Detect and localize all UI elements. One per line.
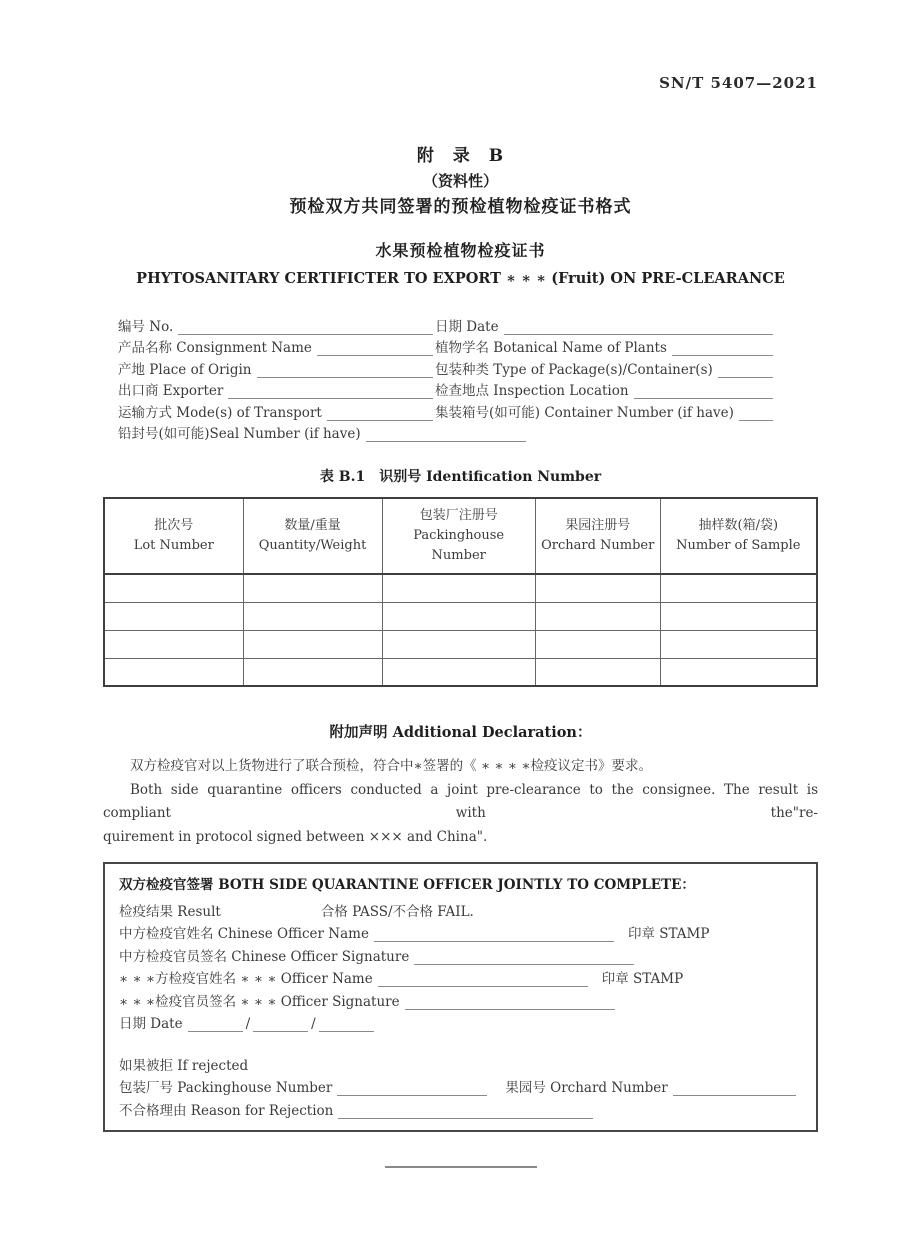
table-cell-empty <box>104 602 243 630</box>
field-inspection-location <box>435 378 818 400</box>
date-blank-day <box>188 1017 243 1032</box>
col-quantity-weight <box>243 498 382 574</box>
table-cell-empty <box>535 602 660 630</box>
declaration-paragraph <box>103 755 818 849</box>
date-blank-year <box>319 1017 374 1032</box>
rejection-reason-label: 不合格理由 Reason for Rejection <box>119 1102 334 1119</box>
table-cell-empty <box>243 658 382 686</box>
rejected-label: 如果被拒 If rejected <box>119 1057 249 1074</box>
date-slash: / <box>311 1016 316 1032</box>
table-row <box>104 630 817 658</box>
field-exporter-blank <box>228 384 433 399</box>
date-label: 日期 Date <box>119 1016 183 1032</box>
stamp-label-1: 印章 STAMP <box>627 926 710 942</box>
field-transport-mode-label: 运输方式 Mode(s) of Transport <box>118 404 322 421</box>
other-officer-name-blank <box>378 972 588 987</box>
end-of-document-rule <box>385 1166 537 1168</box>
orchard-blank <box>673 1081 796 1096</box>
table-cell-empty <box>535 658 660 686</box>
field-package-type <box>435 356 818 378</box>
field-botanical-name <box>435 335 818 357</box>
cn-officer-name-row <box>119 920 802 943</box>
col-packinghouse-number <box>382 498 535 574</box>
packinghouse-blank <box>337 1081 487 1096</box>
col-sample-number <box>660 498 817 574</box>
col-lot-number-zh: 批次号 <box>154 518 194 533</box>
date-blank-month <box>253 1017 308 1032</box>
table-cell-empty <box>535 630 660 658</box>
declaration-en-line-1: Both side quarantine officers conducted a joint pre-clearance to the consignee. The result is compliant with the"re- <box>103 781 818 821</box>
additional-declaration-heading: 附加声明 Additional Declaration： <box>329 724 592 741</box>
field-date <box>435 313 818 335</box>
table-cell-empty <box>660 630 817 658</box>
col-lot-number-en: Lot Number <box>133 538 214 553</box>
certificate-fields <box>103 313 818 442</box>
table-row <box>104 602 817 630</box>
table-header-row <box>104 498 817 574</box>
appendix-heading: 预检双方共同签署的预检植物检疫证书格式 <box>289 197 632 217</box>
col-lot-number <box>104 498 243 574</box>
table-cell-empty <box>382 602 535 630</box>
field-inspection-location-blank <box>634 384 773 399</box>
signature-box <box>103 862 818 1132</box>
rejected-row <box>119 1051 802 1074</box>
declaration-zh-line: 双方检疫官对以上货物进行了联合预检，符合中∗签署的《 ∗ ∗ ∗ ∗检疫议定书》要求。 <box>130 758 653 774</box>
result-label: 检疫结果 Result <box>119 903 221 920</box>
col-orchard-number <box>535 498 660 574</box>
table-cell-empty <box>104 658 243 686</box>
field-botanical-name-label: 植物学名 Botanical Name of Plants <box>435 340 667 356</box>
other-officer-signature-label: ∗ ∗ ∗检疫官员签名 ∗ ∗ ∗ Officer Signature <box>119 993 400 1010</box>
table-cell-empty <box>243 574 382 602</box>
result-options: 合格 PASS/不合格 FAIL. <box>320 903 474 920</box>
field-date-blank <box>504 320 773 335</box>
field-botanical-name-blank <box>672 341 773 356</box>
certificate-title-zh: 水果预检植物检疫证书 <box>375 241 546 260</box>
field-exporter <box>118 378 435 400</box>
certificate-title-en: PHYTOSANITARY CERTIFICTER TO EXPORT ∗ ∗ ∗ (Fruit) ON PRE-CLEARANCE <box>136 270 785 287</box>
field-transport-mode-blank <box>327 406 433 421</box>
table-cell-empty <box>660 602 817 630</box>
table-cell-empty <box>382 658 535 686</box>
appendix-heading-block <box>103 144 818 221</box>
signature-box-heading: 双方检疫官签署 BOTH SIDE QUARANTINE OFFICER JOINTLY TO COMPLETE： <box>119 877 695 893</box>
field-exporter-label: 出口商 Exporter <box>118 383 224 399</box>
table-caption: 表 B.1 识别号 Identification Number <box>319 469 602 485</box>
table-cell-empty <box>382 630 535 658</box>
rejection-reason-blank <box>338 1104 593 1119</box>
declaration-en-line-2: quirement in protocol signed between ××× and China". <box>103 828 488 845</box>
table-cell-empty <box>243 630 382 658</box>
date-row <box>119 1010 802 1033</box>
field-seal-number <box>118 421 818 443</box>
field-consignment-name-blank <box>317 341 433 356</box>
date-slash: / <box>245 1016 251 1032</box>
table-cell-empty <box>243 602 382 630</box>
orchard-label: 果园号 Orchard Number <box>505 1080 668 1096</box>
field-seal-number-label: 铅封号(如可能)Seal Number (if have) <box>118 426 361 442</box>
field-consignment-name-label: 产品名称 Consignment Name <box>118 340 312 356</box>
col-sample-number-zh: 抽样数(箱/袋) <box>698 518 779 533</box>
table-cell-empty <box>104 574 243 602</box>
other-officer-name-label: ∗ ∗ ∗方检疫官姓名 ∗ ∗ ∗ Officer Name <box>119 971 373 987</box>
appendix-title: 附 录 B <box>416 146 505 166</box>
standard-number: SN/T 5407—2021 <box>659 74 818 92</box>
field-seal-number-blank <box>366 427 526 442</box>
cn-officer-name-blank <box>374 927 614 942</box>
other-officer-signature-row <box>119 987 802 1010</box>
rejected-numbers-row <box>119 1074 802 1097</box>
packinghouse-label: 包装厂号 Packinghouse Number <box>119 1080 333 1096</box>
table-cell-empty <box>104 630 243 658</box>
identification-table <box>103 497 818 687</box>
col-quantity-weight-en: Quantity/Weight <box>258 538 367 553</box>
table-row <box>104 574 817 602</box>
other-officer-name-row <box>119 965 802 988</box>
field-container-number-label: 集装箱号(如可能) Container Number (if have) <box>435 404 734 421</box>
col-quantity-weight-zh: 数量/重量 <box>284 518 341 533</box>
field-container-number <box>435 399 818 421</box>
col-packinghouse-number-en: Packinghouse Number <box>413 528 505 563</box>
field-transport-mode <box>118 399 435 421</box>
table-cell-empty <box>382 574 535 602</box>
col-orchard-number-zh: 果园注册号 <box>565 518 631 533</box>
field-place-of-origin <box>118 356 435 378</box>
rejection-reason-row <box>119 1096 802 1119</box>
col-orchard-number-en: Orchard Number <box>541 538 655 553</box>
cn-officer-name-label: 中方检疫官姓名 Chinese Officer Name <box>119 926 369 942</box>
field-number <box>118 313 435 335</box>
col-packinghouse-number-zh: 包装厂注册号 <box>419 508 498 523</box>
field-number-blank <box>178 320 433 335</box>
blank-line <box>119 1032 802 1051</box>
field-inspection-location-label: 检查地点 Inspection Location <box>435 383 629 399</box>
field-date-label: 日期 Date <box>435 318 499 335</box>
table-row <box>104 658 817 686</box>
col-sample-number-en: Number of Sample <box>676 538 801 553</box>
table-cell-empty <box>535 574 660 602</box>
field-package-type-label: 包装种类 Type of Package(s)/Container(s) <box>435 361 713 378</box>
field-package-type-blank <box>718 363 773 378</box>
stamp-label-2: 印章 STAMP <box>601 971 684 987</box>
result-row <box>119 897 802 920</box>
cn-officer-signature-label: 中方检疫官员签名 Chinese Officer Signature <box>119 948 410 965</box>
field-place-of-origin-label: 产地 Place of Origin <box>118 361 252 378</box>
appendix-subtitle: （资料性） <box>422 172 498 190</box>
table-cell-empty <box>660 574 817 602</box>
field-container-number-blank <box>739 406 773 421</box>
table-cell-empty <box>660 658 817 686</box>
field-place-of-origin-blank <box>257 363 434 378</box>
other-officer-signature-blank <box>405 995 615 1010</box>
field-consignment-name <box>118 335 435 357</box>
page-content <box>103 0 818 1168</box>
field-number-label: 编号 No. <box>118 318 174 335</box>
cn-officer-signature-row <box>119 942 802 965</box>
cn-officer-signature-blank <box>414 950 634 965</box>
